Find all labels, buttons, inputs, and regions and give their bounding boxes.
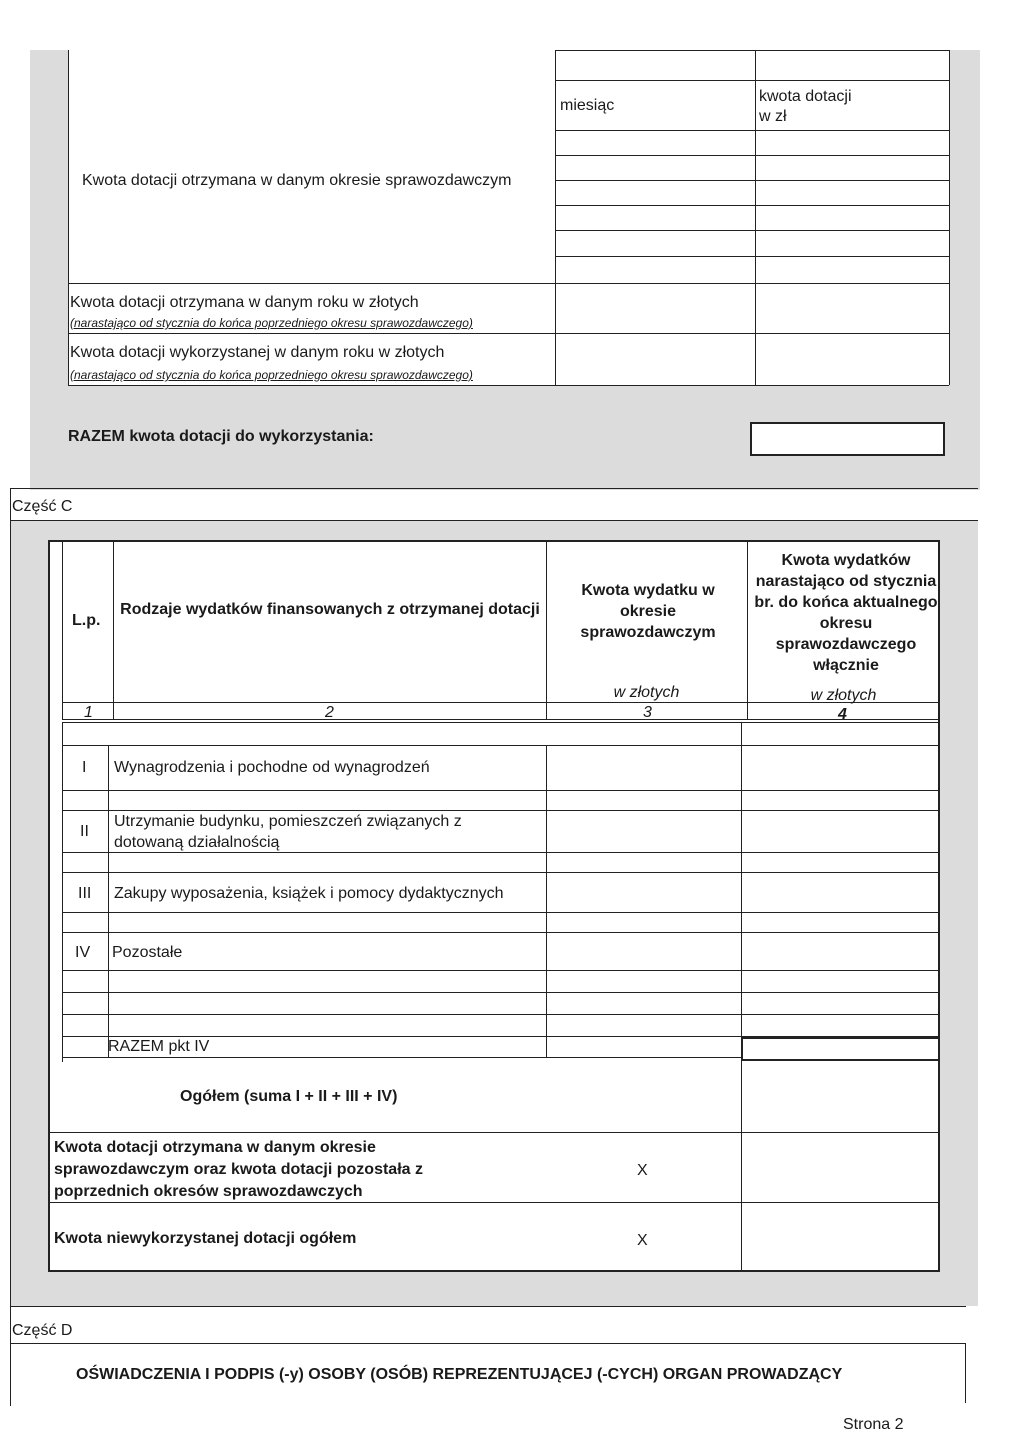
- header-expense-types: Rodzaje wydatków finansowanych z otrzymanej dotacji: [120, 601, 540, 618]
- col-number-1: 1: [84, 704, 93, 721]
- header-period-unit: w złotych: [613, 684, 680, 701]
- header-lp: L.p.: [72, 612, 101, 629]
- kwota-otrzymana-mark: X: [637, 1162, 648, 1179]
- header-cumulative-unit: w złotych: [810, 687, 877, 704]
- row-lp-2: II: [80, 823, 89, 840]
- page-number: Strona 2: [843, 1416, 904, 1433]
- received-year-note: (narastająco od stycznia do końca poprzedniego okresu sprawozdawczego): [70, 316, 473, 330]
- received-period-label: Kwota dotacji otrzymana w danym okresie sprawozdawczym: [82, 172, 512, 189]
- razem-input-box[interactable]: [750, 422, 945, 456]
- section-d-title: Część D: [12, 1322, 73, 1339]
- col-number-2: 2: [325, 704, 334, 721]
- used-year-label: Kwota dotacji wykorzystanej w danym roku w złotych: [70, 344, 445, 361]
- col-amount-header-line1: kwota dotacji: [759, 88, 852, 105]
- row-label-2: Utrzymanie budynku, pomieszczeń związanych z dotowaną działalnością: [114, 813, 462, 851]
- ogolem-label: Ogółem (suma I + II + III + IV): [180, 1088, 398, 1105]
- header-period-amount: Kwota wydatku w okresie sprawozdawczym: [580, 582, 716, 641]
- razem-iv-label: RAZEM pkt IV: [108, 1038, 210, 1055]
- row-lp-4: IV: [75, 944, 91, 961]
- row-label-4: Pozostałe: [112, 944, 183, 961]
- razem-label: RAZEM kwota dotacji do wykorzystania:: [68, 428, 374, 445]
- section-c-title: Część C: [12, 498, 73, 515]
- niewykorzystana-label: Kwota niewykorzystanej dotacji ogółem: [54, 1230, 357, 1247]
- col-amount-header-line2: w zł: [759, 108, 787, 125]
- col-number-3: 3: [643, 704, 652, 721]
- niewykorzystana-mark: X: [637, 1232, 648, 1249]
- row-lp-1: I: [82, 759, 87, 776]
- kwota-otrzymana-label: Kwota dotacji otrzymana w danym okresie sprawozdawczym oraz kwota dotacji pozostała z poprzednich okresów sprawozdawczych: [54, 1139, 423, 1200]
- col-number-4: 4: [838, 706, 847, 723]
- row-lp-3: III: [78, 885, 92, 902]
- section-d-heading: OŚWIADCZENIA I PODPIS (-y) OSOBY (OSÓB) REPREZENTUJĄCEJ (-CYCH) ORGAN PROWADZĄCY: [76, 1366, 843, 1383]
- razem-iv-total-cell[interactable]: [741, 1037, 940, 1061]
- col-month-header: miesiąc: [560, 97, 615, 114]
- row-label-3: Zakupy wyposażenia, książek i pomocy dydaktycznych: [114, 885, 504, 902]
- received-year-label: Kwota dotacji otrzymana w danym roku w złotych: [70, 294, 419, 311]
- row-label-1: Wynagrodzenia i pochodne od wynagrodzeń: [114, 759, 430, 776]
- used-year-note: (narastająco od stycznia do końca poprzedniego okresu sprawozdawczego): [70, 368, 473, 382]
- header-cumulative-amount: Kwota wydatków narastająco od stycznia br. do końca aktualnego okresu sprawozdawczego włącznie: [754, 552, 938, 674]
